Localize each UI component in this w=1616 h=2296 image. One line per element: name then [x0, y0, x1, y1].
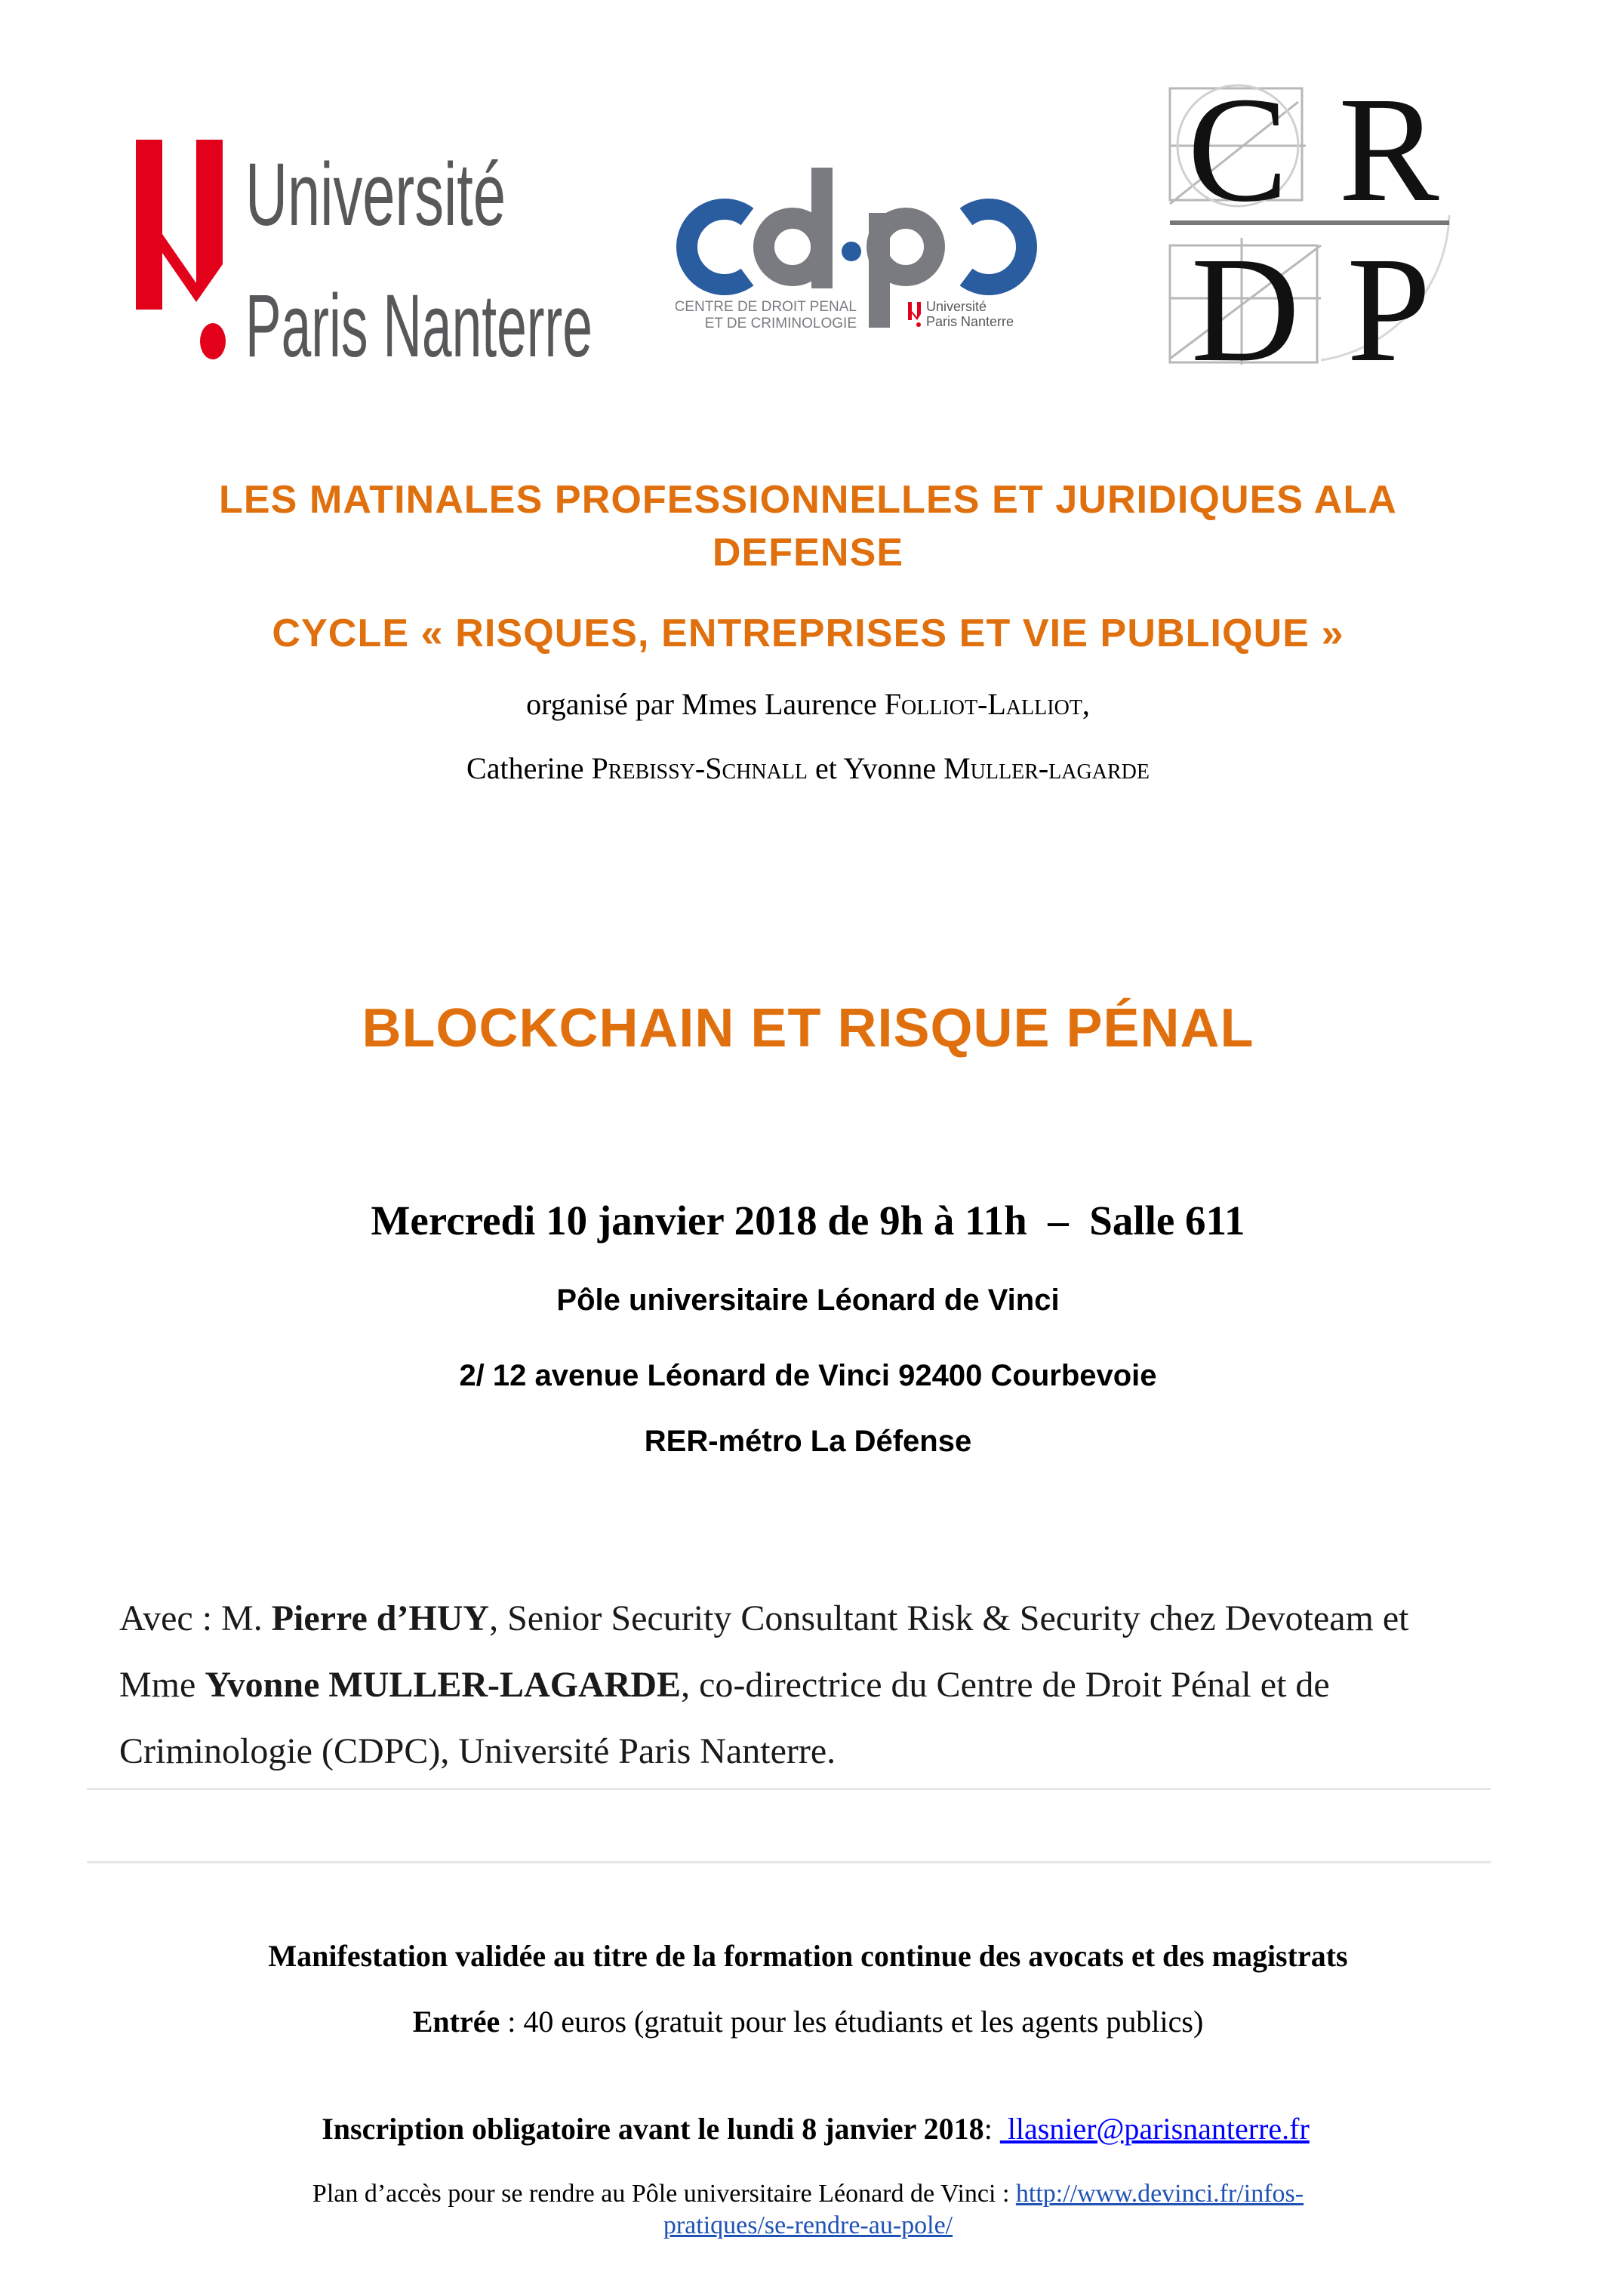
crdp-letter-p: P: [1347, 227, 1431, 368]
crdp-logo: [1147, 79, 1464, 368]
speaker2-prefix: Mme: [119, 1665, 205, 1705]
organizer-name-muller-initial: M: [943, 751, 971, 785]
organizer-name-prebissy-schnall: Prebissy-Schnall: [591, 751, 808, 785]
access-plan-text: Plan d’accès pour se rendre au Pôle universitaire Léonard de Vinci :: [312, 2180, 1016, 2208]
speaker1-role: , Senior Security Consultant Risk & Security chez Devoteam et: [489, 1598, 1409, 1638]
speaker2-role-line1: , co-directrice du Centre de Droit Pénal et de: [681, 1665, 1330, 1705]
crdp-letter-c: C: [1187, 79, 1288, 233]
crdp-letter-r: R: [1338, 79, 1439, 233]
organizers-connector: et Yvonne: [808, 751, 944, 785]
registration-colon: :: [983, 2112, 1000, 2146]
cdpc-subtitle-line1: CENTRE DE DROIT PENAL: [676, 299, 857, 315]
cdpc-partner-line1: Université: [926, 299, 987, 314]
organizers-line1: [0, 686, 1616, 723]
crdp-letter-d: D: [1190, 227, 1300, 368]
speaker2-name: Yvonne MULLER-LAGARDE: [205, 1665, 682, 1705]
speakers-line1: [119, 1586, 1508, 1652]
separator-line: [87, 1861, 1491, 1863]
venue-address: 2/ 12 avenue Léonard de Vinci 92400 Courbevoie: [459, 1359, 1157, 1392]
accreditation-notice: Manifestation validée au titre de la formation continue des avocats et des magistrats: [268, 1939, 1348, 1973]
event-date: Mercredi 10 janvier 2018 de 9h à 11h – Salle 611: [371, 1197, 1245, 1244]
speakers-line2: [119, 1652, 1508, 1718]
access-plan-line1: [0, 2178, 1616, 2210]
access-plan-url-link-continued[interactable]: pratiques/se-rendre-au-pole/: [663, 2211, 953, 2239]
entry-text: : 40 euros (gratuit pour les étudiants et les agents publics): [500, 2005, 1204, 2039]
separator-line: [87, 1788, 1491, 1790]
series-title-line1: LES MATINALES PROFESSIONNELLES ET JURIDIQUES ALA: [219, 478, 1397, 522]
venue-transport: RER-métro La Défense: [644, 1425, 972, 1458]
cdpc-logo: [676, 160, 1049, 328]
entry-label: Entrée: [412, 2005, 500, 2039]
entry-fee: [0, 2003, 1616, 2041]
nanterre-logo-mark: [136, 140, 223, 310]
speaker2-role-line2: Criminologie (CDPC), Université Paris Nanterre.: [119, 1731, 836, 1771]
organizers-comma: ,: [1082, 687, 1090, 721]
cdpc-subtitle-line2: ET DE CRIMINOLOGIE: [704, 316, 857, 328]
speakers-line3: [119, 1718, 1508, 1785]
organizer-name-folliot-lalliot: Folliot-Lalliot: [884, 687, 1082, 721]
registration-notice: [0, 2073, 1616, 2148]
logo-text-universite: Université: [245, 145, 506, 245]
organizers-line2: [0, 750, 1616, 787]
speaker1-name: Pierre d’HUY: [271, 1598, 490, 1638]
access-plan-line2: [0, 2210, 1616, 2242]
logo-text-paris-nanterre: Paris Nanterre: [245, 276, 593, 362]
access-plan-url-link[interactable]: http://www.devinci.fr/infos-: [1015, 2180, 1304, 2208]
speakers-intro: Avec : M.: [119, 1598, 272, 1638]
venue-name: Pôle universitaire Léonard de Vinci: [556, 1284, 1060, 1317]
cdpc-partner-line2: Paris Nanterre: [926, 314, 1014, 328]
registration-email-link[interactable]: llasnier@parisnanterre.fr: [999, 2112, 1310, 2146]
universite-paris-nanterre-logo: [132, 136, 600, 362]
event-title: BLOCKCHAIN ET RISQUE PÉNAL: [362, 998, 1254, 1059]
registration-label: Inscription obligatoire avant le lundi 8 janvier 2018: [322, 2112, 984, 2146]
series-title-line2: DEFENSE: [712, 531, 904, 575]
organizer-first-name-catherine: Catherine: [466, 751, 592, 785]
cycle-title: CYCLE « RISQUES, ENTREPRISES ET VIE PUBLIQUE »: [272, 612, 1344, 655]
organizers-prefix: organisé par Mmes Laurence: [526, 687, 885, 721]
organizer-name-muller-lagarde: uller-lagarde: [970, 751, 1150, 785]
speakers-paragraph: [119, 1586, 1508, 1785]
